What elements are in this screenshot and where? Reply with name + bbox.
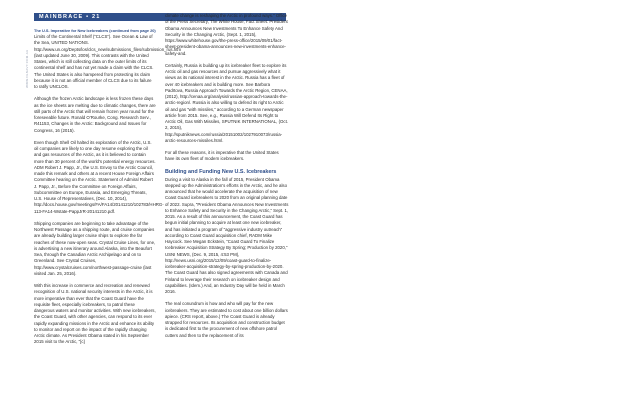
- paragraph: For all these reasons, it is imperative that the United States have its own fleet of modern icebreakers.: [165, 150, 279, 162]
- paragraph: Although the frozen Arctic landscape is less frozen these days as the ice sheets are melting due to climatic changes, there are still parts of the Arctic that will remain frozen year round for the foreseeable future. Ronald O’Rourke, Cong. Research Serv., R41153, Changes in the Arctic: Background and Issues for Congress, 16 (2015).: [34, 96, 156, 133]
- paragraph: Shipping companies are beginning to take advantage of the Northwest Passage as a shipping route, and cruise companies are already building larger cruise ships to explore the far reaches of these now-open seas. Crystal Cruise Lines, for one, is advertising a new itinerary around Alaska, into the Beaufort Sea, through the Canadian Arctic Archipelago and on to Greenland. See Crystal Cruises, http://www.crystalcruises.com/northwest-passage-cruise (last visited Jan. 25, 2016).: [34, 220, 156, 276]
- paragraph: Limits of the Continental Shelf (“CLCS”). See Ocean & Law of the Sea, UNITED NATIONS. http://www.un.org/Depts/los/clcs_new/submissions_files/submission_rus.htm (last updated June 30, 2009). This contrasts with the United States, which is still collecting data on the outer limits of its continental shelf and has not yet made a claim with the CLCS. The United States is also hampered from protecting its claim because it is not an official member of CLCS due to its failure to ratify UNCLOS.: [34, 34, 182, 89]
- side-vertical-text-area: [25, 28, 31, 88]
- paragraph: climate change is reshaping the Arctic in profound ways.” Office of the Press Secretary, The White House, Fact Sheet: President Obama Announces New Investments To Enhance Safety And Security in the Changing Arctic, (Sept. 1, 2015), https://www.whitehouse.gov/the-press-office/2015/09/01/fact-sheet-president-obama-announces-new-investments-enhance-safety-and.: [165, 13, 288, 56]
- paragraph: The real conundrum is how and who will pay for the new icebreakers. They are estimated to cost about one billion dollars apiece. (CRS report, above.) The Coast Guard is already strapped for resources. Its acquisition and construction budget is dedicated first to the procurement of new offshore patrol cutters and then to the replacement of its: [165, 301, 288, 338]
- page-header: MAINBRACE • 21: [39, 14, 101, 20]
- paragraph: Even though Shell Oil halted its exploration of the Arctic, U.S. oil companies are likely to one day resume exploring the oil and gas resources of the Arctic, as it is believed to contain more than 30 percent of the world’s potential energy resources. ADM Robert J. Papp, Jr., the U.S. Envoy to the Arctic Council, made this remark and others at a recent House Foreign Affairs Committee hearing on the Arctic. Statement of Admiral Robert J. Papp, Jr., Before the Committee on Foreign Affairs, Subcommittee on Europe, Eurasia, and Emerging Threats, U.S. House of Representatives, (Dec. 10, 2014), http://docs.house.gov/meetings/FA/FA14/20141210/102783/HHRG-113-FA14-Wstate-PappJrR-20141210.pdf.: [34, 139, 164, 214]
- section-heading: Building and Funding New U.S. Icebreakers: [165, 168, 277, 175]
- paragraph: With this increase in commerce and recreation and renewed recognition of U.S. national security interests in the Arctic, it is more imperative than ever that the Coast Guard have the requisite fleet, especially icebreakers, to patrol these dangerous waters and monitor activities. With new icebreakers, the Coast Guard, with other agencies, can respond to its ever rapidly expanding missions in the Arctic and enhance its ability to monitor and report on the impact of the rapidly changing Arctic climate. As President Obama stated in his September 2015 visit to the Arctic, “[c]: [34, 283, 156, 345]
- paragraph: Certainly, Russia is building up its icebreaker fleet to explore its Arctic oil and gas resources and pursue aggressively what it views as its national interest in the Arctic. Russia has a fleet of over 40 icebreakers and is building more. See Barbora Padrtova, Russia Approach Towards the Arctic Region, CENAA, (2012), http://cenaa.org/analysis/russian-approach-towards-the-arctic-region/. Russia is also willing to defend its right to Arctic oil and gas “with missiles,” according to a German newspaper article from 2015. See, e.g., Russia Will Defend Its Right to Arctic Oil, Gas With Missiles, SPUTNIK INTERNATIONAL, (Oct. 2, 2015), http://sputniknews.com/russia/20151002/1027910073/russia-arctic-resources-missiles.html.: [165, 62, 289, 143]
- continued-title: The U.S. Imperative for New Icebreakers (continued from page 20): [34, 28, 156, 33]
- column-right: [165, 13, 289, 345]
- column-left: [34, 28, 182, 352]
- side-vertical-text: WWW.NLNAVY.COM.AU: [25, 49, 29, 88]
- paragraph: During a visit to Alaska in the fall of 2015, President Obama stepped up the Administration’s efforts in the Arctic, and he also announced that he would accelerate the acquisition of new Coast Guard icebreakers to 2020 from an original planning date of 2022. Supra, “President Obama Announces New Investments to Enhance Safety and Security in the Changing Arctic,” Sept. 1, 2015. As a result of this announcement, the Coast Guard has begun initial planning to acquire at least one new icebreaker, and has initiated a program of “aggressive industry outreach” according to Coast Guard acquisition chief, RADM Mike Haycock. See Megan Eckstein, “Coast Guard To Finalize Icebreaker Acquisition Strategy By Spring; Production by 2020,” USNI NEWS, (Dec. 9, 2015, 4:53 PM), http://news.usni.org/2015/12/09/coast-guard-to-finalize-icebreaker-acquisition-strategy-by-spring-production-by-2020. The Coast Guard has also signed agreements with Canada and Finland to leverage their research on icebreaker design and capabilities. (Idem.) And, an Industry Day will be held in March 2016.: [165, 176, 289, 294]
